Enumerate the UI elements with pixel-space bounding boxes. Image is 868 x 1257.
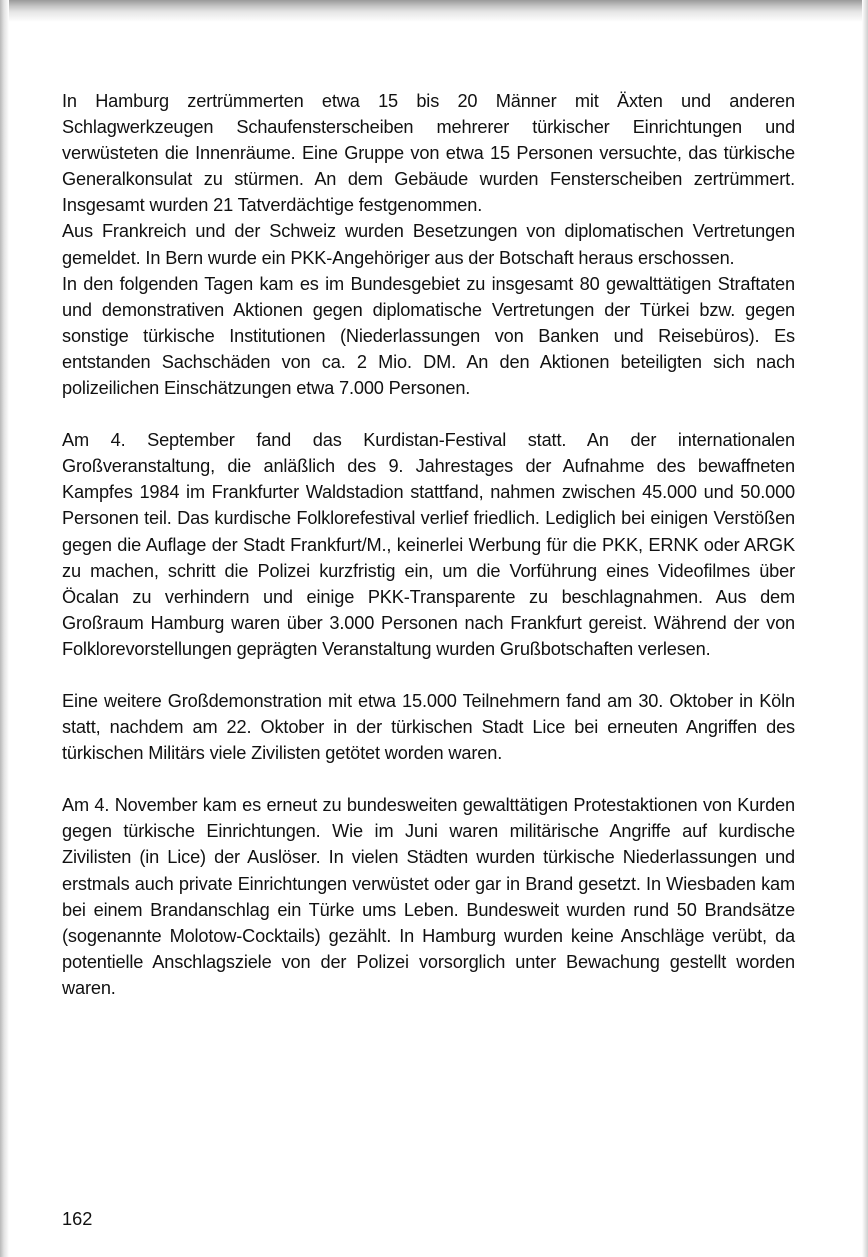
scan-shadow-top: [0, 0, 868, 22]
scan-shadow-left: [0, 0, 9, 1257]
paragraph-cologne-demonstration: Eine weitere Großdemonstration mit etwa 15.000 Teilnehmern fand am 30. Oktober in Köln statt, nachdem am 22. Oktober in der türkischen Stadt Lice bei erneuten Angriffen des türkischen Militärs viele Zivilisten getötet worden waren.: [62, 690, 795, 764]
paragraph-france-switzerland: Aus Frankreich und der Schweiz wurden Besetzungen von diplomatischen Vertretungen gemeldet. In Bern wurde ein PKK-Angehöriger aus der Botschaft heraus erschossen.: [62, 221, 795, 268]
paragraph-kurdistan-festival: Am 4. September fand das Kurdistan-Festival statt. An der internationalen Großveranstaltung, die anläßlich des 9. Jahrestages der Aufnahme des bewaffneten Kampfes 1984 im Frankfurter Waldstadion stattfand, nahmen zwischen 45.000 und 50.000 Personen teil. Das kurdische Folklorefestival verlief friedlich. Lediglich bei einigen Verstößen gegen die Auflage der Stadt Frankfurt/M., keinerlei Werbung für die PKK, ERNK oder ARGK zu machen, schritt die Polizei kurzfristig ein, um die Vorführung eines Videofilmes über Öcalan zu verhindern und einige PKK-Transparente zu beschlagnahmen. Aus dem Großraum Hamburg waren über 3.000 Personen nach Frankfurt gereist. Während der von Folklorevorstellungen geprägten Veranstaltung wurden Grußbotschaften verlesen.: [62, 430, 795, 659]
paragraph-november-protests: Am 4. November kam es erneut zu bundesweiten gewalttätigen Protestaktionen von Kurden gegen türkische Einrichtungen. Wie im Juni waren militärische Angriffe auf kurdische Zivilisten (in Lice) der Auslöser. In vielen Städten wurden türkische Niederlassungen und erstmals auch private Einrichtungen verwüstet oder gar in Brand gesetzt. In Wiesbaden kam bei einem Brandanschlag ein Türke ums Leben. Bundesweit wurden rund 50 Brandsätze (sogenannte Molotow-Cocktails) gezählt. In Hamburg wurden keine Anschläge verübt, da potentielle Anschlagsziele von der Polizei vorsorglich unter Bewachung gestellt worden waren.: [62, 795, 795, 998]
scan-shadow-right: [862, 0, 868, 1257]
paragraph-hamburg-attacks: In Hamburg zertrümmerten etwa 15 bis 20 Männer mit Äxten und anderen Schlagwerkzeugen Schaufensterscheiben mehrerer türkischer Einrichtungen und verwüsteten die Innenräume. Eine Gruppe von etwa 15 Personen versuchte, das türkische Generalkonsulat zu stürmen. An dem Gebäude wurden Fensterscheiben zertrümmert. Insgesamt wurden 21 Tatverdächtige festgenommen.: [62, 91, 795, 216]
paragraph-following-days: In den folgenden Tagen kam es im Bundesgebiet zu insgesamt 80 gewalttätigen Straftaten und demonstrativen Aktionen gegen diplomatische Vertretungen der Türkei bzw. gegen sonstige türkische Institutionen (Niederlassungen von Banken und Reisebüros). Es entstanden Sachschäden von ca. 2 Mio. DM. An den Aktionen beteiligten sich nach polizeilichen Einschätzungen etwa 7.000 Personen.: [62, 273, 795, 399]
document-body: [62, 88, 795, 1001]
page-number: 162: [62, 1209, 93, 1229]
